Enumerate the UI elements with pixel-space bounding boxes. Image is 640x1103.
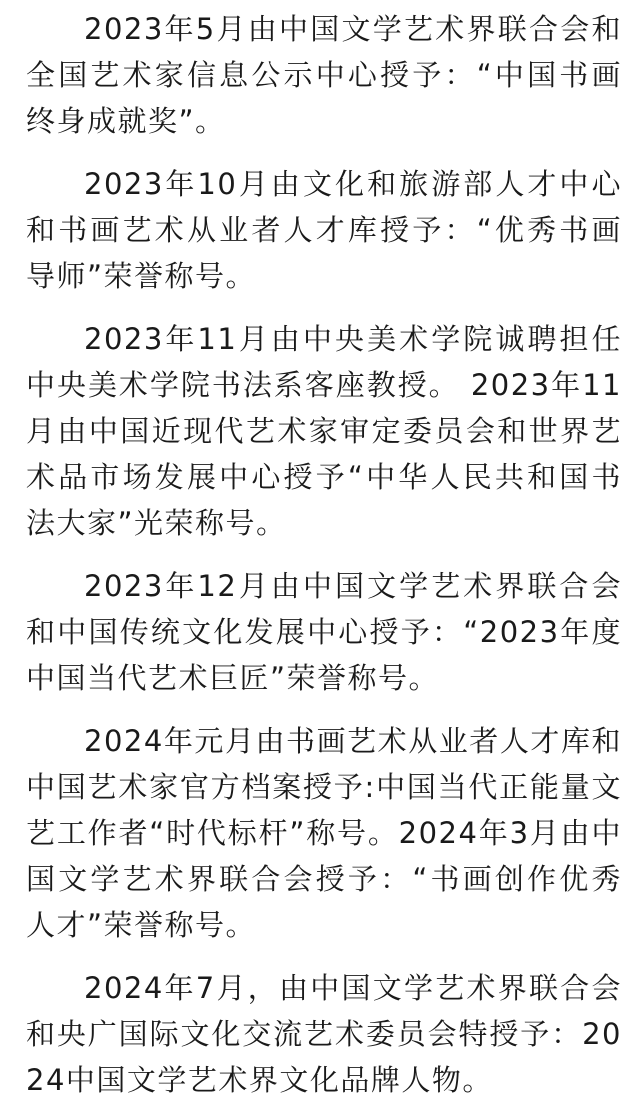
paragraph-award-2023-05: 2023年5月由中国文学艺术界联合会和全国艺术家信息公示中心授予：“中国书画终身成就奖”。 [26, 12, 622, 138]
paragraph-award-2024-07: 2024年7月，由中国文学艺术界联合会和央广国际文化交流艺术委员会特授予：2024中国文学艺术界文化品牌人物。 [26, 971, 622, 1097]
paragraph-award-2023-12: 2023年12月由中国文学艺术界联合会和中国传统文化发展中心授予：“2023年度中国当代艺术巨匠”荣誉称号。 [26, 569, 622, 695]
paragraph-award-2023-10: 2023年10月由文化和旅游部人才中心和书画艺术从业者人才库授予：“优秀书画导师”荣誉称号。 [26, 167, 622, 293]
paragraph-award-2024-01: 2024年元月由书画艺术从业者人才库和中国艺术家官方档案授予:中国当代正能量文艺工作者“时代标杆”称号。2024年3月由中国文学艺术界联合会授予：“书画创作优秀人才”荣誉称号。 [26, 724, 622, 942]
paragraph-award-2023-11: 2023年11月由中央美术学院诚聘担任中央美术学院书法系客座教授。 2023年11月由中国近现代艺术家审定委员会和世界艺术品市场发展中心授予“中华人民共和国书法大家”光荣称号。 [26, 322, 622, 540]
